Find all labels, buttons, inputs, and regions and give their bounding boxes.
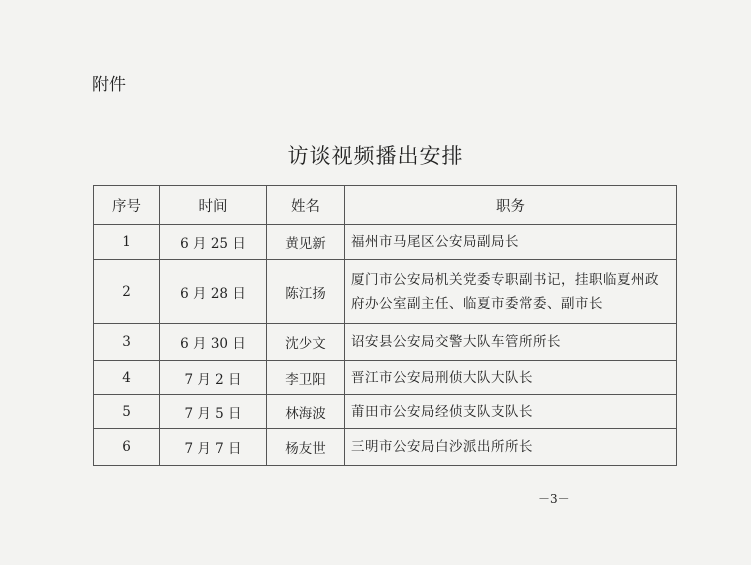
row-number: 3 [94, 324, 160, 361]
row-position: 福州市马尾区公安局副局长 [345, 225, 677, 260]
row-date: 7 月 2 日 [160, 361, 267, 395]
table-row [94, 429, 677, 466]
row-date: 7 月 5 日 [160, 395, 267, 429]
row-name: 沈少文 [267, 324, 345, 361]
row-name: 陈江扬 [267, 260, 345, 324]
header-number: 序号 [94, 186, 160, 225]
page-number: －3－ [538, 492, 570, 506]
row-position: 晋江市公安局刑侦大队大队长 [345, 361, 677, 395]
row-date: 6 月 28 日 [160, 260, 267, 324]
row-number: 5 [94, 395, 160, 429]
header-time: 时间 [160, 186, 267, 225]
row-date: 6 月 25 日 [160, 225, 267, 260]
table-row [94, 225, 677, 260]
table-header-row [94, 186, 677, 225]
row-position: 诏安县公安局交警大队车管所所长 [345, 324, 677, 361]
table-row [94, 395, 677, 429]
table-row [94, 361, 677, 395]
schedule-table [93, 185, 677, 466]
row-name: 杨友世 [267, 429, 345, 466]
header-name: 姓名 [267, 186, 345, 225]
row-position: 三明市公安局白沙派出所所长 [345, 429, 677, 466]
header-position: 职务 [345, 186, 677, 225]
document-title: 访谈视频播出安排 [287, 144, 464, 168]
row-number: 1 [94, 225, 160, 260]
row-name: 黄见新 [267, 225, 345, 260]
table-row [94, 324, 677, 361]
table-row [94, 260, 677, 324]
row-number: 6 [94, 429, 160, 466]
row-position: 莆田市公安局经侦支队支队长 [345, 395, 677, 429]
row-position: 厦门市公安局机关党委专职副书记，挂职临夏州政府办公室副主任、临夏市委常委、副市长 [345, 260, 677, 324]
row-date: 7 月 7 日 [160, 429, 267, 466]
row-number: 2 [94, 260, 160, 324]
row-name: 李卫阳 [267, 361, 345, 395]
row-name: 林海波 [267, 395, 345, 429]
row-number: 4 [94, 361, 160, 395]
attachment-label: 附件 [92, 75, 126, 95]
row-date: 6 月 30 日 [160, 324, 267, 361]
